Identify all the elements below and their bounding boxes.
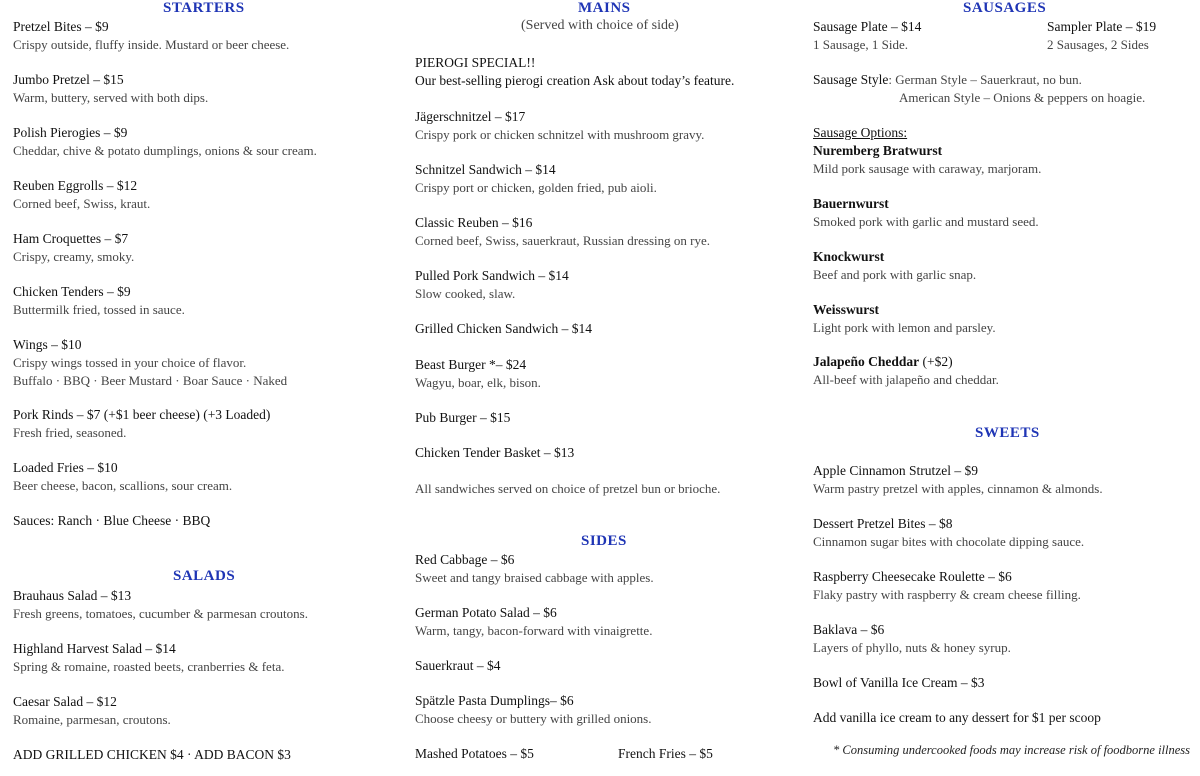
menu-item xyxy=(13,336,388,390)
item-name: Pulled Pork Sandwich xyxy=(415,268,535,283)
item-price: – $24 xyxy=(495,357,527,372)
item-name: Reuben Eggrolls xyxy=(13,178,104,193)
menu-item xyxy=(813,568,1193,604)
menu-item xyxy=(13,640,388,676)
item-name: Knockwurst xyxy=(813,249,885,264)
item-name: Bowl of Vanilla Ice Cream xyxy=(813,675,958,690)
item-name: Bauernwurst xyxy=(813,196,889,211)
item-desc: Beef and pork with garlic snap. xyxy=(813,267,977,282)
mains-subheading: (Served with choice of side) xyxy=(521,18,679,33)
item-name: Wings xyxy=(13,337,48,352)
menu-item xyxy=(415,604,790,640)
item-name: Baklava xyxy=(813,622,858,637)
sausage-plate: Sausage Plate – $14 1 Sausage, 1 Side. xyxy=(813,19,922,52)
item-name: Chicken Tenders xyxy=(13,284,104,299)
item-price: – $17 xyxy=(491,109,526,124)
special-title: PIEROGI SPECIAL!! xyxy=(415,55,536,70)
item-name: Caesar Salad xyxy=(13,694,84,709)
item-desc: Choose cheesy or buttery with grilled onions. xyxy=(415,711,652,726)
style-label: Sausage Style xyxy=(813,72,889,87)
menu-item xyxy=(415,409,790,427)
item-price: – $14 xyxy=(141,641,176,656)
item-price: – $9 xyxy=(950,463,978,478)
french-fries: French Fries – $5 xyxy=(618,746,713,761)
foodborne-disclaimer: * Consuming undercooked foods may increase risk of foodborne illness xyxy=(833,743,1191,757)
item-desc: Cinnamon sugar bites with chocolate dipping sauce. xyxy=(813,534,1085,549)
starters-heading: STARTERS xyxy=(163,0,245,16)
menu-item xyxy=(813,462,1193,498)
menu-item xyxy=(13,177,388,213)
item-desc: Cheddar, chive & potato dumplings, onions & sour cream. xyxy=(13,143,317,158)
item-price: – $4 xyxy=(473,658,501,673)
item-desc: Smoked pork with garlic and mustard seed. xyxy=(813,214,1039,229)
item-desc: Crispy, creamy, smoky. xyxy=(13,249,135,264)
item-price: – $7 (+$1 beer cheese) (+3 Loaded) xyxy=(73,407,271,422)
item-name: Jalapeño Cheddar xyxy=(813,354,920,369)
item-price: – $16 xyxy=(498,215,533,230)
menu-item xyxy=(415,444,790,462)
item-price: (+$2) xyxy=(919,354,953,369)
item-desc: Flaky pastry with raspberry & cream cheese filling. xyxy=(813,587,1081,602)
item-desc: Slow cooked, slaw. xyxy=(415,286,516,301)
menu-item xyxy=(813,674,1193,692)
style-german: : German Style – Sauerkraut, no bun. xyxy=(888,72,1082,87)
item-price: – $8 xyxy=(925,516,953,531)
item-price: – $6 xyxy=(984,569,1012,584)
item-price: – $15 xyxy=(476,410,511,425)
style-american: American Style – Onions & peppers on hoagie. xyxy=(899,90,1146,105)
sausage-option xyxy=(813,195,1193,231)
sausages-heading: SAUSAGES xyxy=(963,0,1047,16)
item-name: Jumbo Pretzel xyxy=(13,72,90,87)
sampler-plate: Sampler Plate – $19 2 Sausages, 2 Sides xyxy=(1047,19,1157,52)
salad-addons: ADD GRILLED CHICKEN $4 · ADD BACON $3 xyxy=(13,747,291,762)
item-desc: Spring & romaine, roasted beets, cranberries & feta. xyxy=(13,659,285,674)
menu-item xyxy=(13,406,388,442)
item-desc: Layers of phyllo, nuts & honey syrup. xyxy=(813,640,1011,655)
item-name: Nuremberg Bratwurst xyxy=(813,143,943,158)
item-name: Apple Cinnamon Strutzel xyxy=(813,463,951,478)
item-name: Classic Reuben xyxy=(415,215,499,230)
item-name: Pretzel Bites xyxy=(13,19,82,34)
menu-item xyxy=(415,108,790,144)
item-desc: Corned beef, Swiss, sauerkraut, Russian dressing on rye. xyxy=(415,233,710,248)
menu-item xyxy=(13,124,388,160)
menu-item xyxy=(415,214,790,250)
item-desc: Crispy outside, fluffy inside. Mustard or beer cheese. xyxy=(13,37,290,52)
item-name: Dessert Pretzel Bites xyxy=(813,516,926,531)
item-price: – $13 xyxy=(97,588,132,603)
item-name: Brauhaus Salad xyxy=(13,588,98,603)
item-name: Spätzle Pasta Dumplings xyxy=(415,693,550,708)
salads-heading: SALADS xyxy=(173,568,236,584)
wing-flavors: Buffalo · BBQ · Beer Mustard · Boar Sauce · Naked xyxy=(13,373,288,388)
item-desc: Buttermilk fried, tossed in sauce. xyxy=(13,302,185,317)
menu-item xyxy=(13,71,388,107)
item-price: – $9 xyxy=(81,19,109,34)
item-name: Raspberry Cheesecake Roulette xyxy=(813,569,985,584)
item-name: Schnitzel Sandwich xyxy=(415,162,522,177)
item-desc: Crispy wings tossed in your choice of flavor. xyxy=(13,355,247,370)
sausage-option xyxy=(813,301,1193,337)
item-desc: Crispy pork or chicken schnitzel with mushroom gravy. xyxy=(415,127,705,142)
item-desc: Corned beef, Swiss, kraut. xyxy=(13,196,151,211)
item-desc: Crispy port or chicken, golden fried, pub aioli. xyxy=(415,180,657,195)
item-desc: Mild pork sausage with caraway, marjoram. xyxy=(813,161,1042,176)
item-desc: Beer cheese, bacon, scallions, sour cream. xyxy=(13,478,233,493)
sausage-options-label: Sausage Options: xyxy=(813,125,908,140)
item-price: – $6 xyxy=(487,552,515,567)
menu-item xyxy=(415,161,790,197)
mains-heading: MAINS xyxy=(578,0,631,16)
item-price: – $10 xyxy=(47,337,82,352)
menu-item xyxy=(415,320,790,338)
menu-item xyxy=(415,551,790,587)
sides-heading: SIDES xyxy=(581,533,627,549)
ice-cream-addon: Add vanilla ice cream to any dessert for $1 per scoop xyxy=(813,710,1101,725)
item-price: – $12 xyxy=(103,178,138,193)
item-price: – $14 xyxy=(535,268,569,283)
item-desc: Warm pastry pretzel with apples, cinnamon & almonds. xyxy=(813,481,1103,496)
item-name: Loaded Fries xyxy=(13,460,84,475)
item-price: – $9 xyxy=(103,284,131,299)
item-price: – $15 xyxy=(89,72,124,87)
pierogi-special xyxy=(415,54,790,90)
item-name: Sauerkraut xyxy=(415,658,474,673)
menu-item xyxy=(13,283,388,319)
menu-item xyxy=(13,18,388,54)
menu-item xyxy=(415,657,790,675)
menu-item xyxy=(813,515,1193,551)
item-price: – $6 xyxy=(529,605,557,620)
item-desc: Fresh fried, seasoned. xyxy=(13,425,127,440)
mains-note: All sandwiches served on choice of pretzel bun or brioche. xyxy=(415,481,721,496)
menu-item xyxy=(13,459,388,495)
menu-item xyxy=(813,621,1193,657)
item-name: German Potato Salad xyxy=(415,605,530,620)
sauces-line: Sauces: Ranch · Blue Cheese · BBQ xyxy=(13,513,211,528)
item-price: – $14 xyxy=(558,321,592,336)
item-name: Pork Rinds xyxy=(13,407,74,422)
item-desc: All-beef with jalapeño and cheddar. xyxy=(813,372,999,387)
item-price: – $13 xyxy=(540,445,575,460)
item-price: – $12 xyxy=(83,694,117,709)
menu-item xyxy=(13,693,388,729)
item-name: Pub Burger xyxy=(415,410,477,425)
mashed-potatoes: Mashed Potatoes – $5 xyxy=(415,746,534,761)
item-name: Ham Croquettes xyxy=(13,231,102,246)
sweets-heading: SWEETS xyxy=(975,425,1040,441)
item-price: – $3 xyxy=(957,675,985,690)
item-desc: Warm, tangy, bacon-forward with vinaigrette. xyxy=(415,623,653,638)
menu-item xyxy=(415,692,790,728)
sausage-style xyxy=(813,71,1145,107)
item-price: – $10 xyxy=(83,460,118,475)
menu-item xyxy=(415,267,790,303)
item-desc: Fresh greens, tomatoes, cucumber & parmesan croutons. xyxy=(13,606,308,621)
item-price: – $9 xyxy=(100,125,128,140)
item-price: – $6 xyxy=(550,693,574,708)
sausage-option xyxy=(813,248,1193,284)
item-name: Highland Harvest Salad xyxy=(13,641,142,656)
sausage-option xyxy=(813,142,1193,178)
item-name: Red Cabbage xyxy=(415,552,488,567)
item-name: Beast Burger * xyxy=(415,357,496,372)
item-name: Chicken Tender Basket xyxy=(415,445,541,460)
item-desc: Wagyu, boar, elk, bison. xyxy=(415,375,541,390)
item-price: – $7 xyxy=(101,231,129,246)
menu-item xyxy=(13,587,388,623)
menu-item xyxy=(415,356,790,392)
item-desc: Warm, buttery, served with both dips. xyxy=(13,90,209,105)
item-price: – $6 xyxy=(857,622,885,637)
item-name: Polish Pierogies xyxy=(13,125,101,140)
item-desc: Light pork with lemon and parsley. xyxy=(813,320,996,335)
item-name: Weisswurst xyxy=(813,302,880,317)
sausage-option xyxy=(813,353,1193,389)
item-desc: Romaine, parmesan, croutons. xyxy=(13,712,171,727)
item-name: Jägerschnitzel xyxy=(415,109,492,124)
menu-item xyxy=(13,230,388,266)
item-desc: Sweet and tangy braised cabbage with apples. xyxy=(415,570,654,585)
special-desc: Our best-selling pierogi creation Ask about today’s feature. xyxy=(415,73,735,88)
item-price: – $14 xyxy=(521,162,556,177)
item-name: Grilled Chicken Sandwich xyxy=(415,321,559,336)
